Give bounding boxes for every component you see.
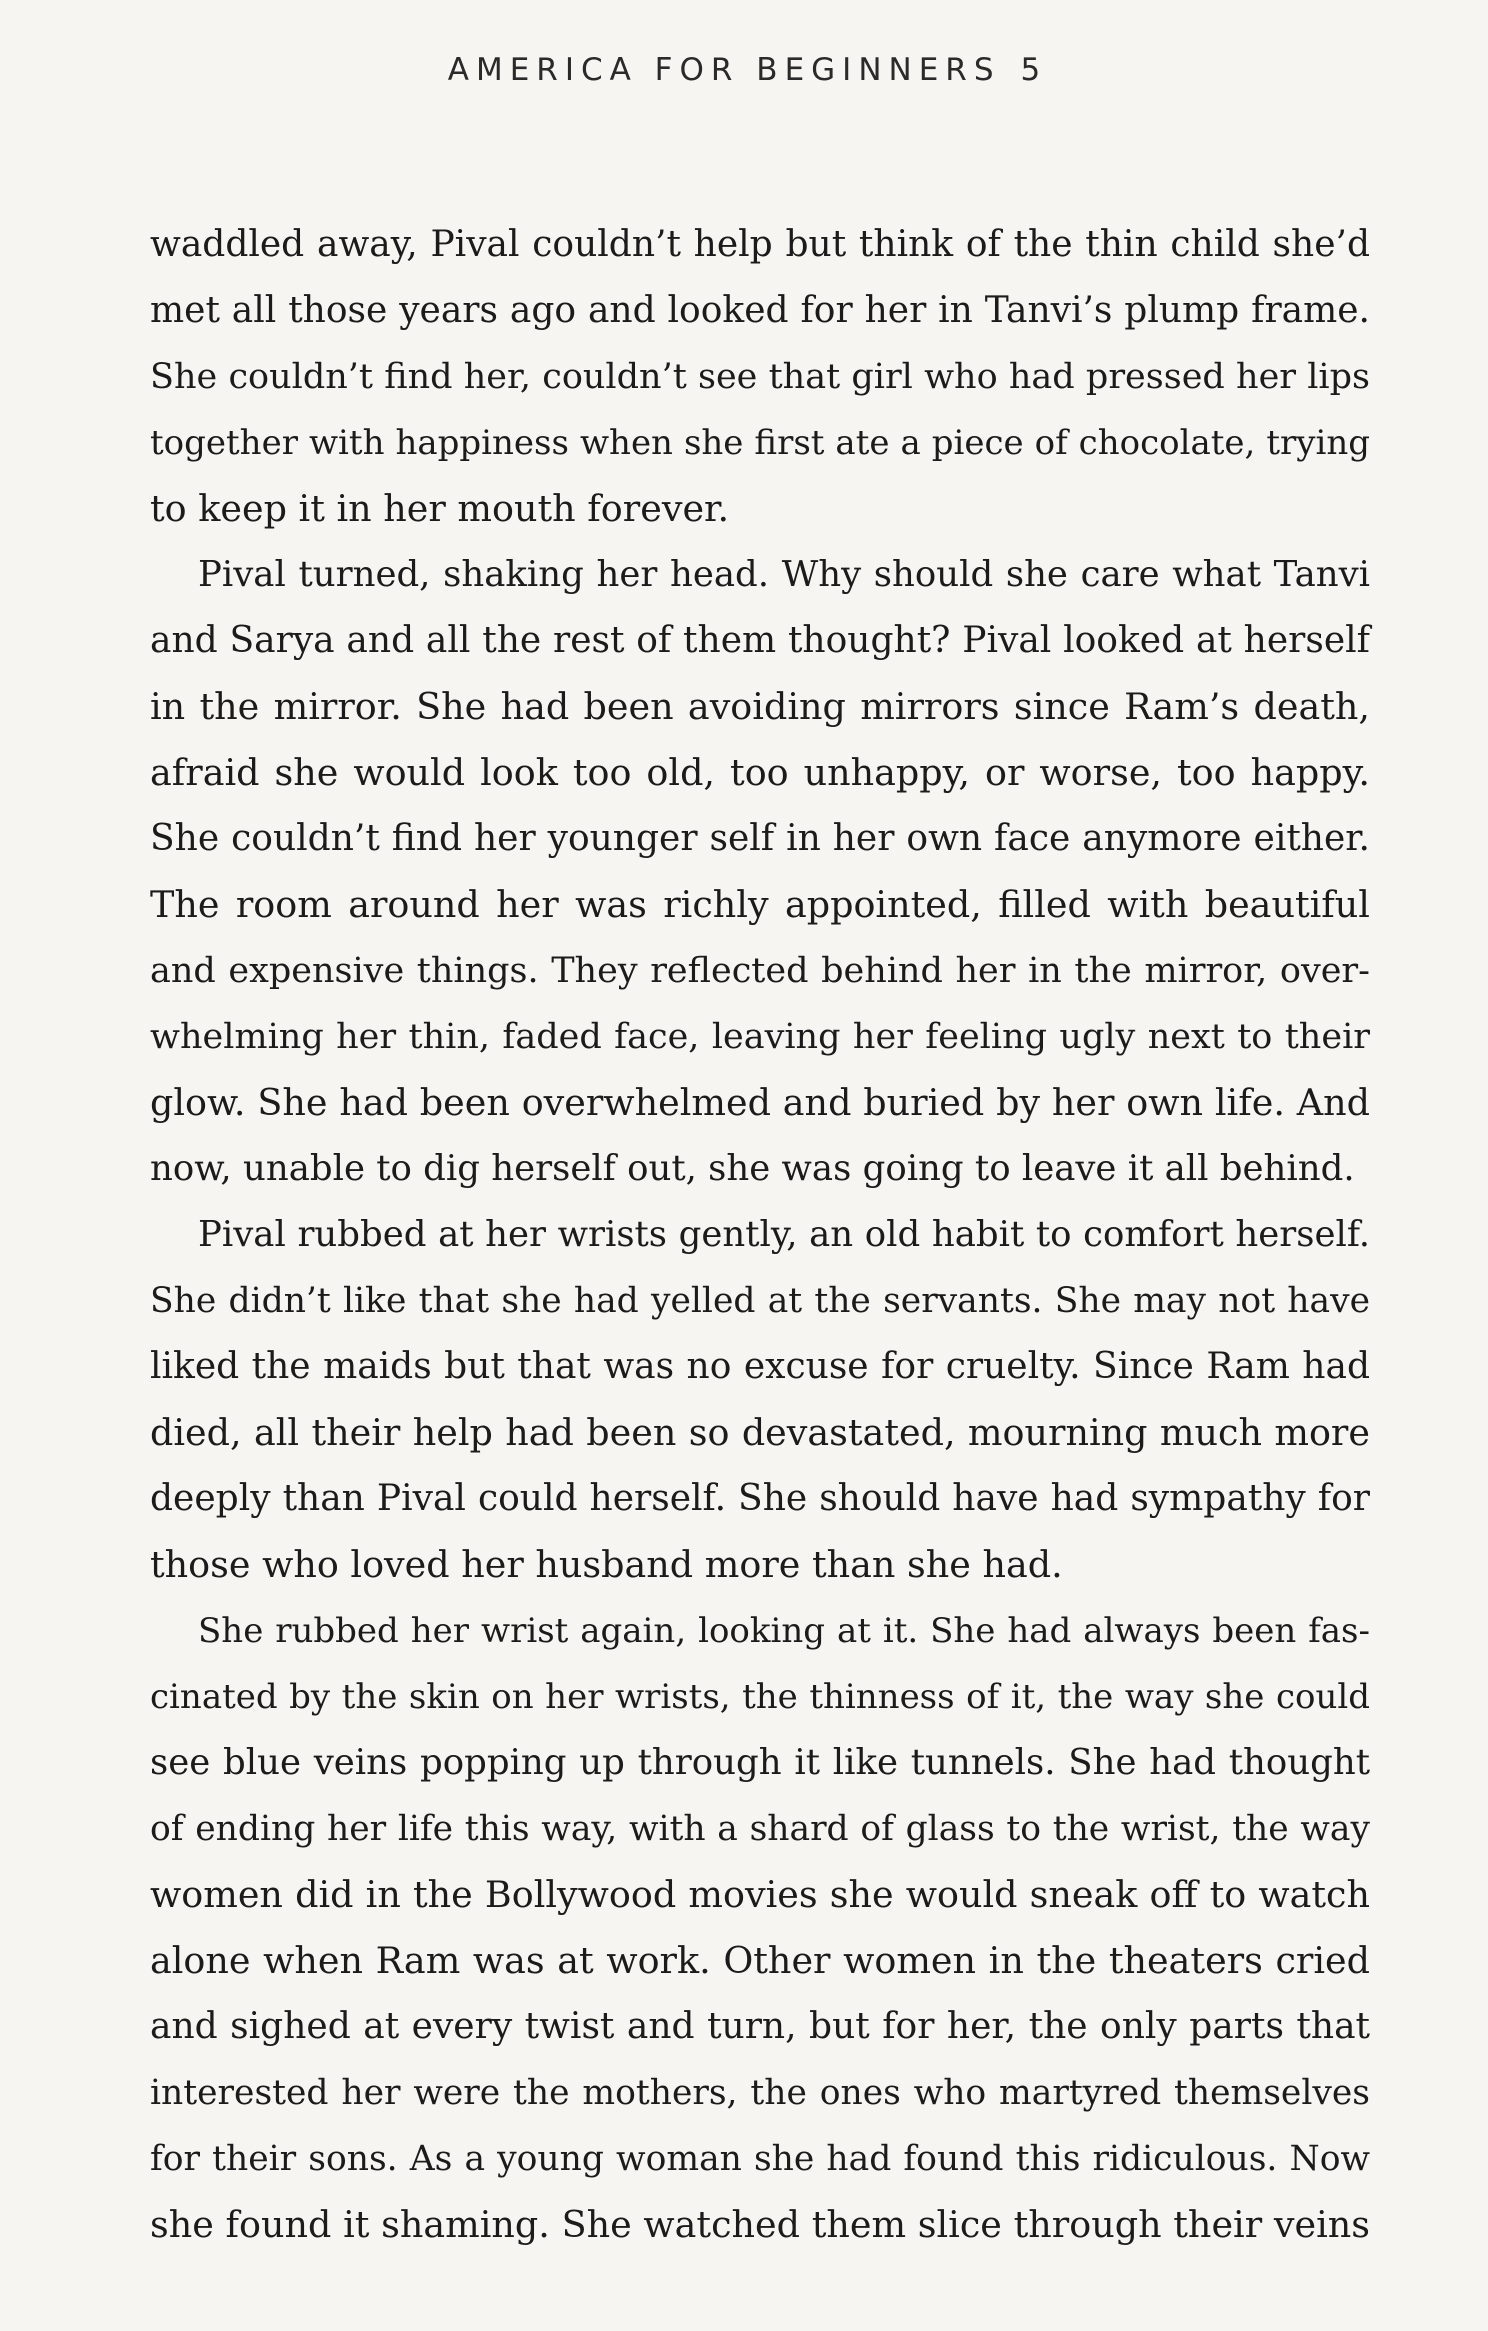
page-number: 5	[1020, 52, 1041, 88]
text-line: cinated by the skin on her wrists, the thinness of it, the way she could	[150, 1677, 1370, 1717]
text-line: liked the maids but that was no excuse for cruelty. Since Ram had	[150, 1346, 1370, 1387]
text-line: alone when Ram was at work. Other women in the theaters cried	[150, 1939, 1370, 1982]
body-text	[150, 212, 1370, 2258]
text-line: in the mirror. She had been avoiding mirrors since Ram’s death,	[150, 685, 1370, 728]
text-line: now, unable to dig herself out, she was going to leave it all behind.	[150, 1148, 1355, 1189]
text-line: and expensive things. They reflected behind her in the mirror, over-	[150, 951, 1370, 991]
text-line: glow. She had been overwhelmed and buried by her own life. And	[150, 1081, 1370, 1124]
text-line: see blue veins popping up through it like tunnels. She had thought	[150, 1742, 1370, 1783]
text-line: and Sarya and all the rest of them thought? Pival looked at herself	[150, 620, 1370, 661]
text-line: She didn’t like that she had yelled at the servants. She may not have	[150, 1281, 1370, 1321]
text-line: interested her were the mothers, the ones who martyred themselves	[150, 2073, 1370, 2113]
running-head	[0, 52, 1488, 88]
text-line: died, all their help had been so devastated, mourning much more	[150, 1411, 1370, 1454]
text-line: women did in the Bollywood movies she would sneak off to watch	[150, 1873, 1370, 1916]
text-line: met all those years ago and looked for her in Tanvi’s plump frame.	[150, 290, 1370, 331]
book-title: AMERICA FOR BEGINNERS	[447, 52, 1001, 88]
text-line: to keep it in her mouth forever.	[150, 487, 730, 530]
text-line: of ending her life this way, with a shard of glass to the wrist, the way	[150, 1809, 1370, 1849]
text-line: those who loved her husband more than she had.	[150, 1543, 1063, 1586]
text-line: Pival rubbed at her wrists gently, an old habit to comfort herself.	[198, 1214, 1370, 1255]
text-line: and sighed at every twist and turn, but for her, the only parts that	[150, 2006, 1370, 2047]
text-line: for their sons. As a young woman she had found this ridiculous. Now	[150, 2139, 1370, 2179]
text-line: The room around her was richly appointed, filled with beautiful	[150, 883, 1370, 926]
text-line: deeply than Pival could herself. She should have had sympathy for	[150, 1478, 1370, 1519]
text-line: She couldn’t find her, couldn’t see that girl who had pressed her lips	[150, 357, 1370, 397]
text-line: She rubbed her wrist again, looking at it. She had always been fas-	[198, 1611, 1370, 1651]
text-line: she found it shaming. She watched them slice through their veins	[150, 2203, 1370, 2246]
text-line: She couldn’t find her younger self in her own face anymore either.	[150, 818, 1370, 859]
text-line: together with happiness when she first ate a piece of chocolate, trying	[150, 423, 1370, 463]
text-line: whelming her thin, faded face, leaving her feeling ugly next to their	[150, 1017, 1370, 1057]
text-line: Pival turned, shaking her head. Why should she care what Tanvi	[198, 554, 1370, 595]
text-line: afraid she would look too old, too unhappy, or worse, too happy.	[150, 751, 1370, 794]
text-line: waddled away, Pival couldn’t help but think of the thin child she’d	[150, 224, 1370, 265]
